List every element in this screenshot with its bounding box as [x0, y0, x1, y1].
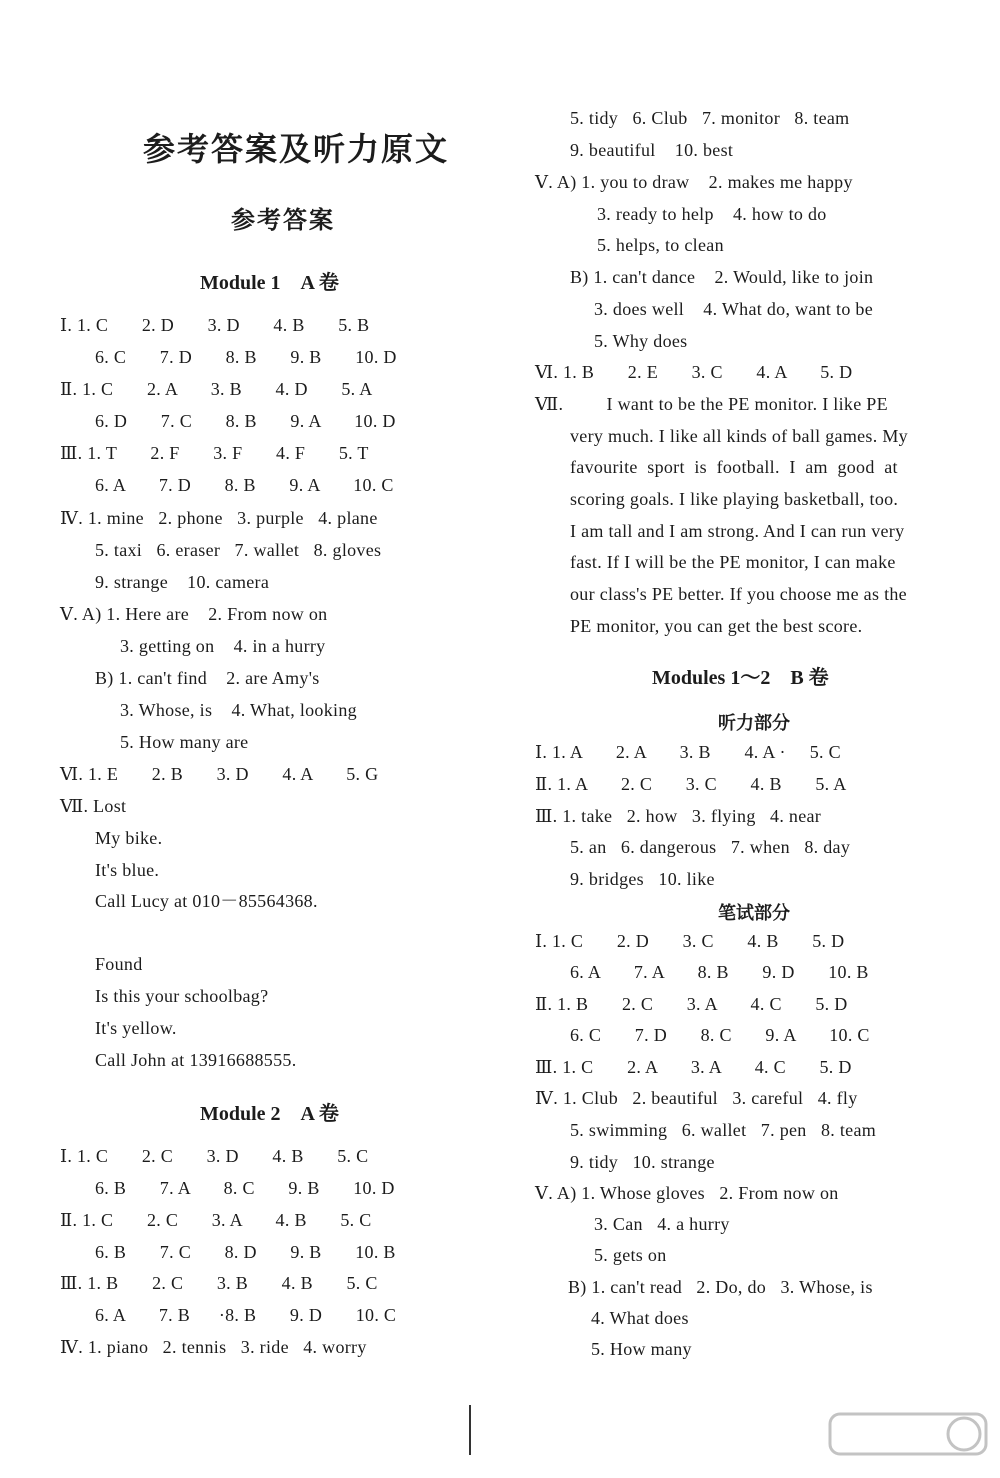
answer-line: It's yellow.: [95, 1018, 177, 1038]
answer-line: 6. B 7. C 8. D 9. B 10. B: [95, 1242, 396, 1262]
answer-line: 5. tidy 6. Club 7. monitor 8. team: [570, 108, 850, 128]
answer-line: 5. an 6. dangerous 7. when 8. day: [570, 837, 851, 857]
answer-line: Ⅴ. A) 1. you to draw 2. makes me happy: [535, 172, 853, 192]
answer-line: Ⅲ. 1. take 2. how 3. flying 4. near: [535, 806, 822, 826]
answer-line: 6. C 7. D 8. C 9. A 10. C: [570, 1025, 870, 1045]
answer-line: Ⅵ. 1. B 2. E 3. C 4. A 5. D: [535, 362, 853, 382]
answer-line: Ⅳ. 1. mine 2. phone 3. purple 4. plane: [60, 508, 378, 528]
answer-line: 5. swimming 6. wallet 7. pen 8. team: [570, 1120, 877, 1140]
module-heading: Module 1 A 卷: [200, 272, 339, 294]
answer-line: Ⅳ. 1. Club 2. beautiful 3. careful 4. fly: [535, 1088, 858, 1108]
answer-line: fast. If I will be the PE monitor, I can make: [570, 552, 896, 572]
answer-line: Ⅲ. 1. C 2. A 3. A 4. C 5. D: [535, 1057, 852, 1077]
answer-line: 6. B 7. A 8. C 9. B 10. D: [95, 1178, 395, 1198]
answer-line: Ⅶ. I want to be the PE monitor. I like PE: [535, 394, 888, 414]
answer-line: Ⅳ. 1. piano 2. tennis 3. ride 4. worry: [60, 1337, 367, 1357]
answer-line: Ⅴ. A) 1. Here are 2. From now on: [60, 604, 328, 624]
page-title: 参考答案及听力原文: [143, 131, 450, 167]
module-heading: Modules 1～2 B 卷: [652, 667, 829, 689]
answer-line: Ⅱ. 1. C 2. A 3. B 4. D 5. A: [60, 379, 373, 399]
answer-line: 5. Why does: [594, 331, 688, 351]
answer-line: 9. strange 10. camera: [95, 572, 270, 592]
answer-line: very much. I like all kinds of ball games. My: [570, 426, 908, 446]
answer-line: favourite sport is football. I am good at: [570, 457, 898, 477]
answer-line: 9. tidy 10. strange: [570, 1152, 715, 1172]
answer-line: our class's PE better. If you choose me as the: [570, 584, 907, 604]
answer-line: 5. How many: [591, 1339, 692, 1359]
answer-line: 3. ready to help 4. how to do: [597, 204, 827, 224]
answer-line: 6. A 7. B ·8. B 9. D 10. C: [95, 1305, 397, 1325]
module-heading: Module 2 A 卷: [200, 1103, 339, 1125]
answer-line: Is this your schoolbag?: [95, 986, 269, 1006]
answer-line: Ⅱ. 1. B 2. C 3. A 4. C 5. D: [535, 994, 848, 1014]
answer-line: 9. beautiful 10. best: [570, 140, 734, 160]
answer-line: It's blue.: [95, 860, 160, 880]
answer-line: 5. How many are: [120, 732, 249, 752]
answer-line: PE monitor, you can get the best score.: [570, 616, 863, 636]
answer-line: 6. A 7. A 8. B 9. D 10. B: [570, 962, 869, 982]
answer-line: 3. does well 4. What do, want to be: [594, 299, 874, 319]
answer-line: Ⅵ. 1. E 2. B 3. D 4. A 5. G: [60, 764, 379, 784]
answer-line: 5. gets on: [594, 1245, 667, 1265]
answer-line: Ⅴ. A) 1. Whose gloves 2. From now on: [535, 1183, 839, 1203]
answer-line: 3. Can 4. a hurry: [594, 1214, 730, 1234]
answer-line: B) 1. can't find 2. are Amy's: [95, 668, 320, 688]
answer-line: My bike.: [95, 828, 163, 848]
section-subtitle: 参考答案: [231, 208, 335, 234]
answer-line: 5. taxi 6. eraser 7. wallet 8. gloves: [95, 540, 382, 560]
answer-line: 4. What does: [591, 1308, 689, 1328]
answer-line: Call Lucy at 010－85564368.: [95, 891, 318, 911]
answer-line: 3. Whose, is 4. What, looking: [120, 700, 357, 720]
answer-line: scoring goals. I like playing basketball, too.: [570, 489, 899, 509]
answer-line: Ⅰ. 1. A 2. A 3. B 4. A · 5. C: [535, 742, 841, 762]
part-heading: 听力部分: [718, 713, 790, 733]
answer-line: Found: [95, 954, 143, 974]
column-divider: [469, 1405, 471, 1455]
answer-line: Call John at 13916688555.: [95, 1050, 297, 1070]
part-heading: 笔试部分: [718, 903, 790, 923]
answer-line: Ⅰ. 1. C 2. C 3. D 4. B 5. C: [60, 1146, 369, 1166]
answer-line: Ⅰ. 1. C 2. D 3. D 4. B 5. B: [60, 315, 370, 335]
answer-line: 3. getting on 4. in a hurry: [120, 636, 326, 656]
answer-line: I am tall and I am strong. And I can run very: [570, 521, 905, 541]
answer-line: 6. A 7. D 8. B 9. A 10. C: [95, 475, 394, 495]
answer-line: Ⅱ. 1. C 2. C 3. A 4. B 5. C: [60, 1210, 372, 1230]
answer-line: Ⅰ. 1. C 2. D 3. C 4. B 5. D: [535, 931, 845, 951]
watermark-logo: [828, 1412, 988, 1472]
answer-line: B) 1. can't dance 2. Would, like to join: [570, 267, 874, 287]
answer-line: Ⅱ. 1. A 2. C 3. C 4. B 5. A: [535, 774, 847, 794]
answer-line: Ⅲ. 1. T 2. F 3. F 4. F 5. T: [60, 443, 369, 463]
answer-line: Ⅲ. 1. B 2. C 3. B 4. B 5. C: [60, 1273, 378, 1293]
answer-line: 6. C 7. D 8. B 9. B 10. D: [95, 347, 397, 367]
answer-line: 6. D 7. C 8. B 9. A 10. D: [95, 411, 396, 431]
answer-line: Ⅶ. Lost: [60, 796, 127, 816]
answer-line: 5. helps, to clean: [597, 235, 724, 255]
answer-line: 9. bridges 10. like: [570, 869, 715, 889]
answer-line: B) 1. can't read 2. Do, do 3. Whose, is: [568, 1277, 873, 1297]
